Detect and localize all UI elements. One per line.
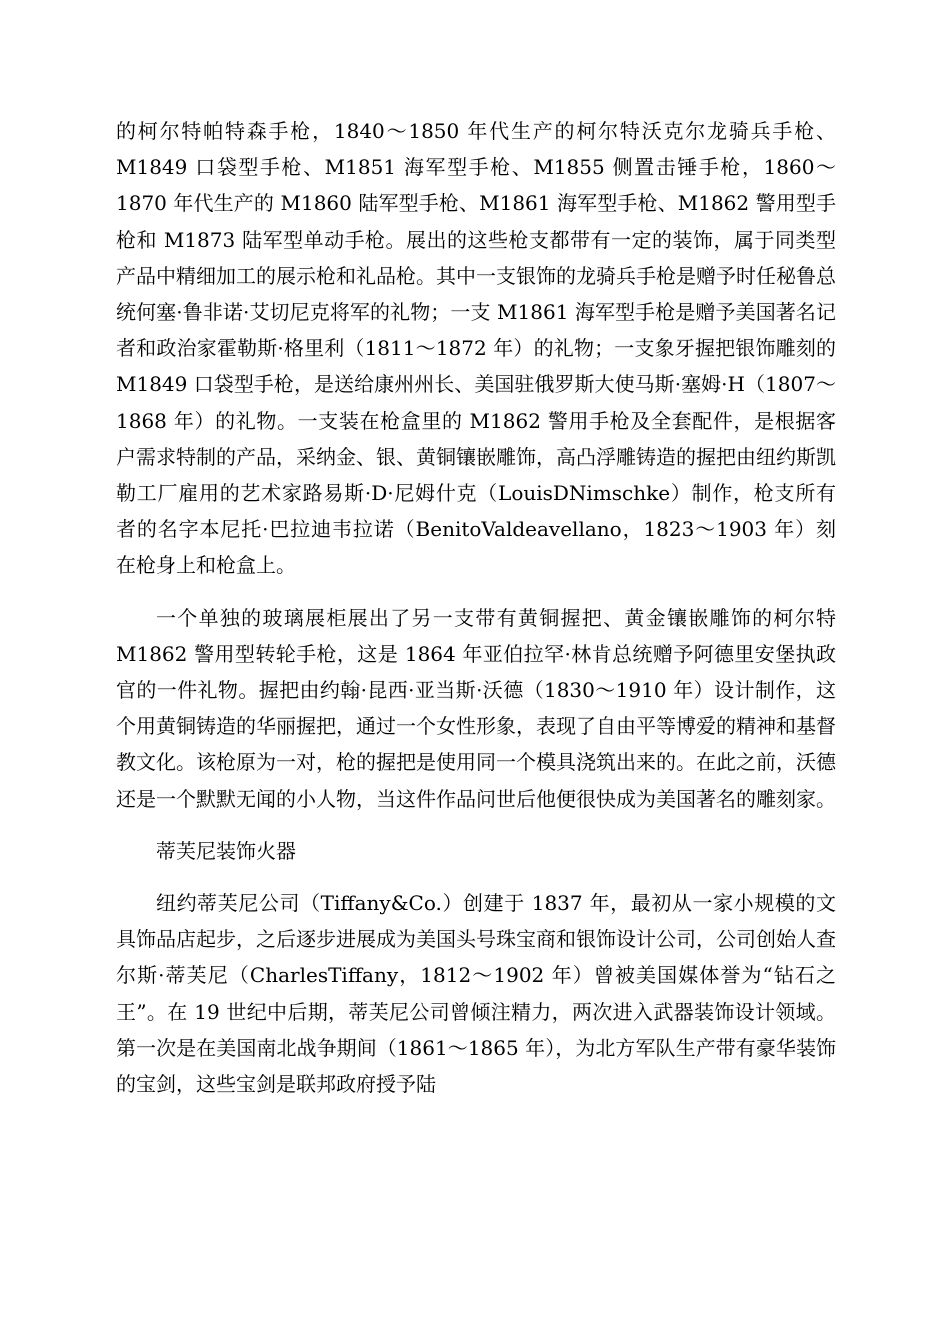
paragraph-colt-exhibits: 的柯尔特帕特森手枪，1840～1850 年代生产的柯尔特沃克尔龙骑兵手枪、M1849 口袋型手枪、M1851 海军型手枪、M1855 侧置击锤手枪，1860～1870 年代生产的 M1860 陆军型手枪、M1861 海军型手枪、M1862 警用型手枪和 M1873 陆军型单动手枪。展出的这些枪支都带有一定的装饰，属于同类型产品中精细加工的展示枪和礼品枪。其中一支银饰的龙骑兵手枪是赠予时任秘鲁总统何塞·鲁非诺·艾切尼克将军的礼物；一支 M1861 海军型手枪是赠予美国著名记者和政治家霍勒斯·格里利（1811～1872 年）的礼物；一支象牙握把银饰雕刻的 M1849 口袋型手枪，是送给康州州长、美国驻俄罗斯大使马斯·塞姆·H（1807～1868 年）的礼物。一支装在枪盒里的 M1862 警用手枪及全套配件，是根据客户需求特制的产品，采纳金、银、黄铜镶嵌雕饰，高凸浮雕铸造的握把由纽约斯凯勒工厂雇用的艺术家路易斯·D·尼姆什克（LouisDNimschke）制作，枪支所有者的名字本尼托·巴拉迪韦拉诺（BenitoValdeavellano，1823～1903 年）刻在枪身上和枪盒上。 — [116, 119, 836, 578]
paragraph-tiffany: 纽约蒂芙尼公司（Tiffany&Co.）创建于 1837 年，最初从一家小规模的文具饰品店起步，之后逐步进展成为美国头号珠宝商和银饰设计公司，公司创始人查尔斯·蒂芙尼（CharlesTiffany，1812～1902 年）曾被美国媒体誉为“钻石之王”。在 19 世纪中后期，蒂芙尼公司曾倾注精力，两次进入武器装饰设计领域。第一次是在美国南北战争期间（1861～1865 年），为北方军队生产带有豪华装饰的宝剑，这些宝剑是联邦政府授予陆 — [116, 891, 836, 1097]
paragraph-lincoln-gift: 一个单独的玻璃展柜展出了另一支带有黄铜握把、黄金镶嵌雕饰的柯尔特 M1862 警用型转轮手枪，这是 1864 年亚伯拉罕·林肯总统赠予阿德里安堡执政官的一件礼物。握把由约翰·昆西·亚当斯·沃德（1830～1910 年）设计制作，这个用黄铜铸造的华丽握把，通过一个女性形象，表现了自由平等博爱的精神和基督教文化。该枪原为一对，枪的握把是使用同一个模具浇筑出来的。在此之前，沃德还是一个默默无闻的小人物，当这件作品问世后他便很快成为美国著名的雕刻家。 — [116, 605, 836, 811]
section-heading: 蒂芙尼装饰火器 — [156, 838, 296, 863]
document-page — [116, 113, 836, 1102]
